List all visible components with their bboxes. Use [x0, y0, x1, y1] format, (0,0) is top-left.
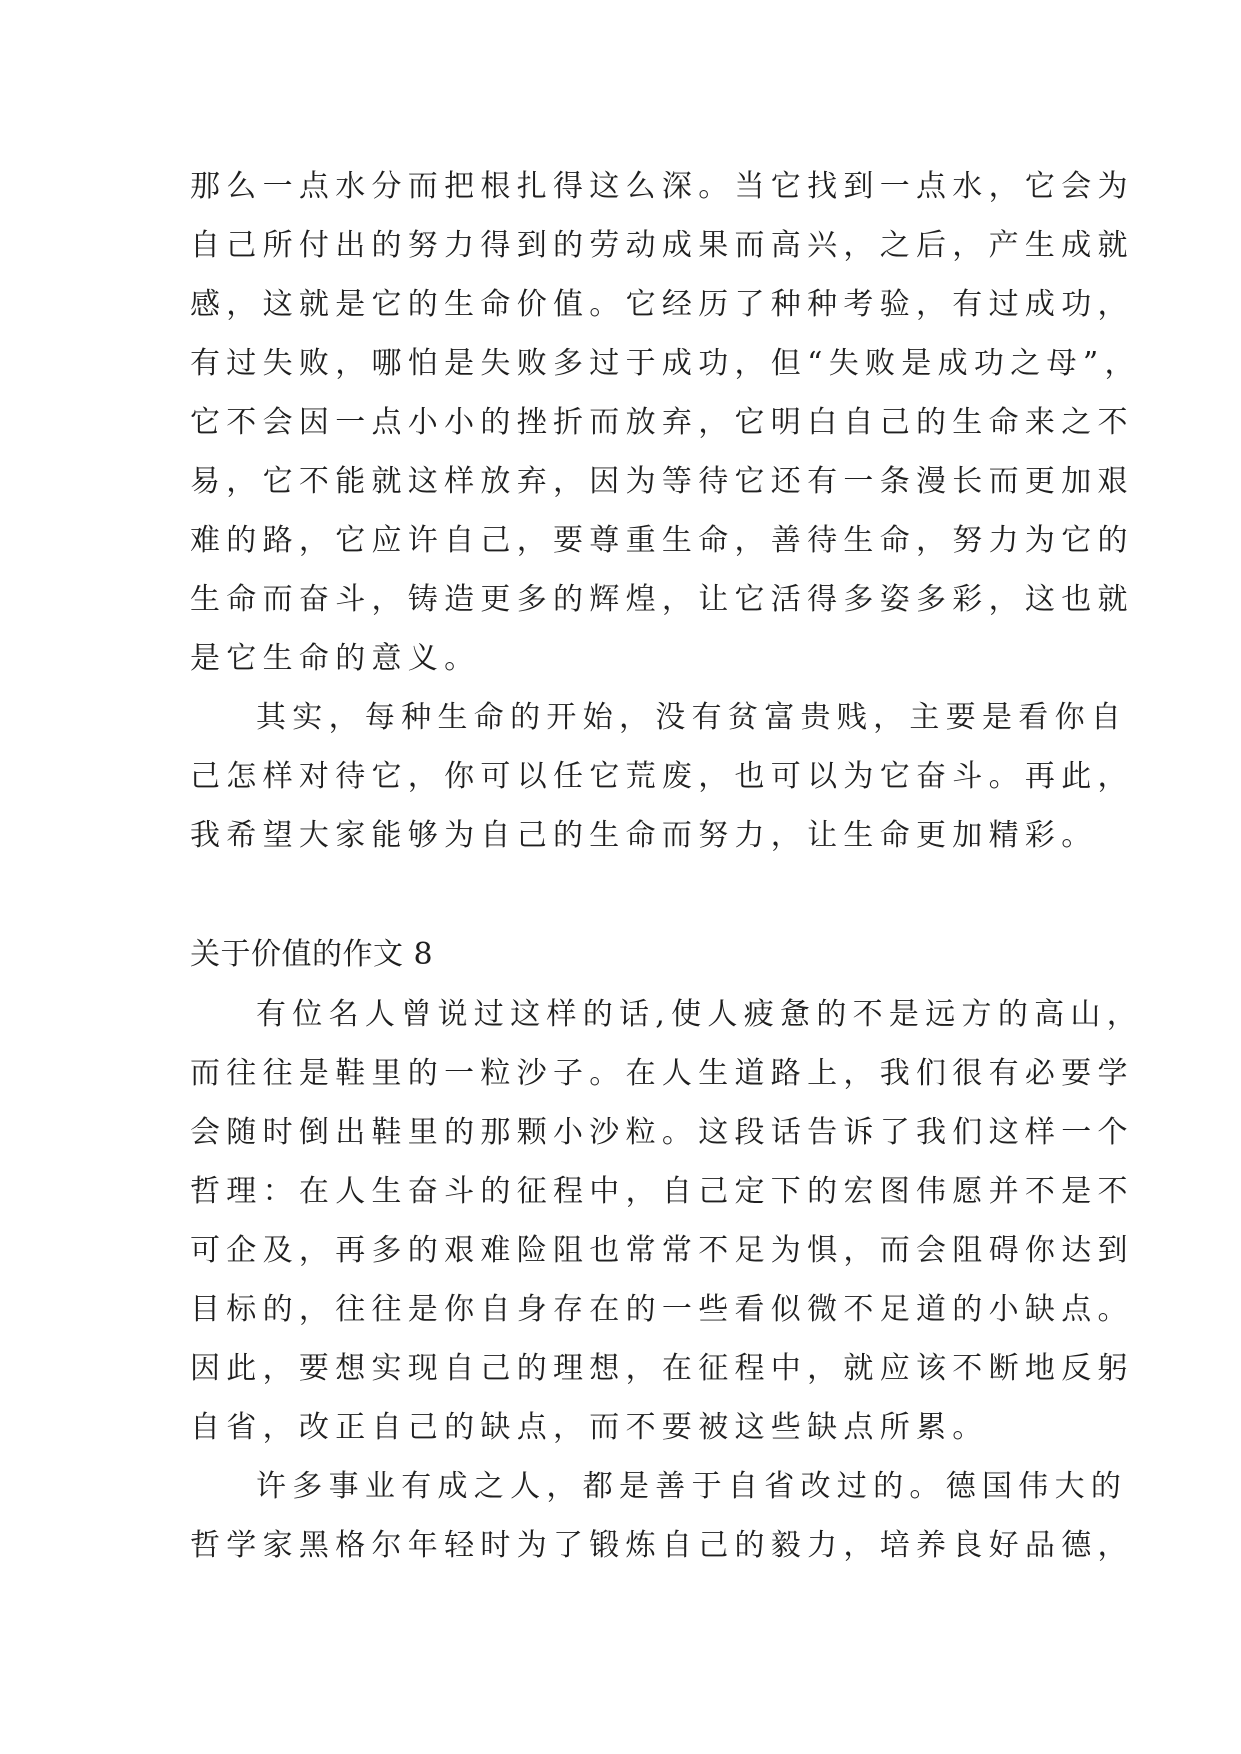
paragraph-line: 自省，改正自己的缺点，而不要被这些缺点所累。: [190, 1410, 989, 1445]
paragraph-line: 因此，要想实现自己的理想，在征程中，就应该不断地反躬: [190, 1351, 1134, 1386]
paragraph-line: 那么一点水分而把根扎得这么深。当它找到一点水，它会为: [190, 169, 1134, 204]
paragraph-line: 是它生命的意义。: [190, 641, 481, 676]
paragraph-line: 可企及，再多的艰难险阻也常常不足为惧，而会阻碍你达到: [190, 1233, 1134, 1268]
paragraph-line: 我希望大家能够为自己的生命而努力，让生命更加精彩。: [190, 818, 1098, 853]
paragraph-line: 己怎样对待它，你可以任它荒废，也可以为它奋斗。再此，: [190, 759, 1134, 794]
paragraph-line: 许多事业有成之人，都是善于自省改过的。德国伟大的: [256, 1469, 1128, 1504]
paragraph-line: 有过失败，哪怕是失败多过于成功，但“失败是成功之母”，: [190, 346, 1141, 381]
paragraph-line: 哲理：在人生奋斗的征程中，自己定下的宏图伟愿并不是不: [190, 1174, 1134, 1209]
paragraph-line: 目标的，往往是你自身存在的一些看似微不足道的小缺点。: [190, 1292, 1134, 1327]
paragraph-line: 难的路，它应许自己，要尊重生命，善待生命，努力为它的: [190, 523, 1134, 558]
paragraph-line: 自己所付出的努力得到的劳动成果而高兴，之后，产生成就: [190, 228, 1134, 263]
paragraph-line: 会随时倒出鞋里的那颗小沙粒。这段话告诉了我们这样一个: [190, 1115, 1134, 1150]
paragraph-line: 生命而奋斗，铸造更多的辉煌，让它活得多姿多彩，这也就: [190, 582, 1134, 617]
paragraph-line: 它不会因一点小小的挫折而放弃，它明白自己的生命来之不: [190, 405, 1134, 440]
paragraph-line: 哲学家黑格尔年轻时为了锻炼自己的毅力，培养良好品德，: [190, 1528, 1134, 1563]
section-heading: 关于价值的作文 8: [190, 937, 434, 972]
paragraph-line: 其实，每种生命的开始，没有贫富贵贱，主要是看你自: [256, 700, 1128, 735]
paragraph-line: 而往往是鞋里的一粒沙子。在人生道路上，我们很有必要学: [190, 1056, 1134, 1091]
paragraph-line: 易，它不能就这样放弃，因为等待它还有一条漫长而更加艰: [190, 464, 1134, 499]
paragraph-line: 感，这就是它的生命价值。它经历了种种考验，有过成功，: [190, 287, 1134, 322]
paragraph-line: 有位名人曾说过这样的话,使人疲惫的不是远方的高山，: [256, 997, 1144, 1032]
